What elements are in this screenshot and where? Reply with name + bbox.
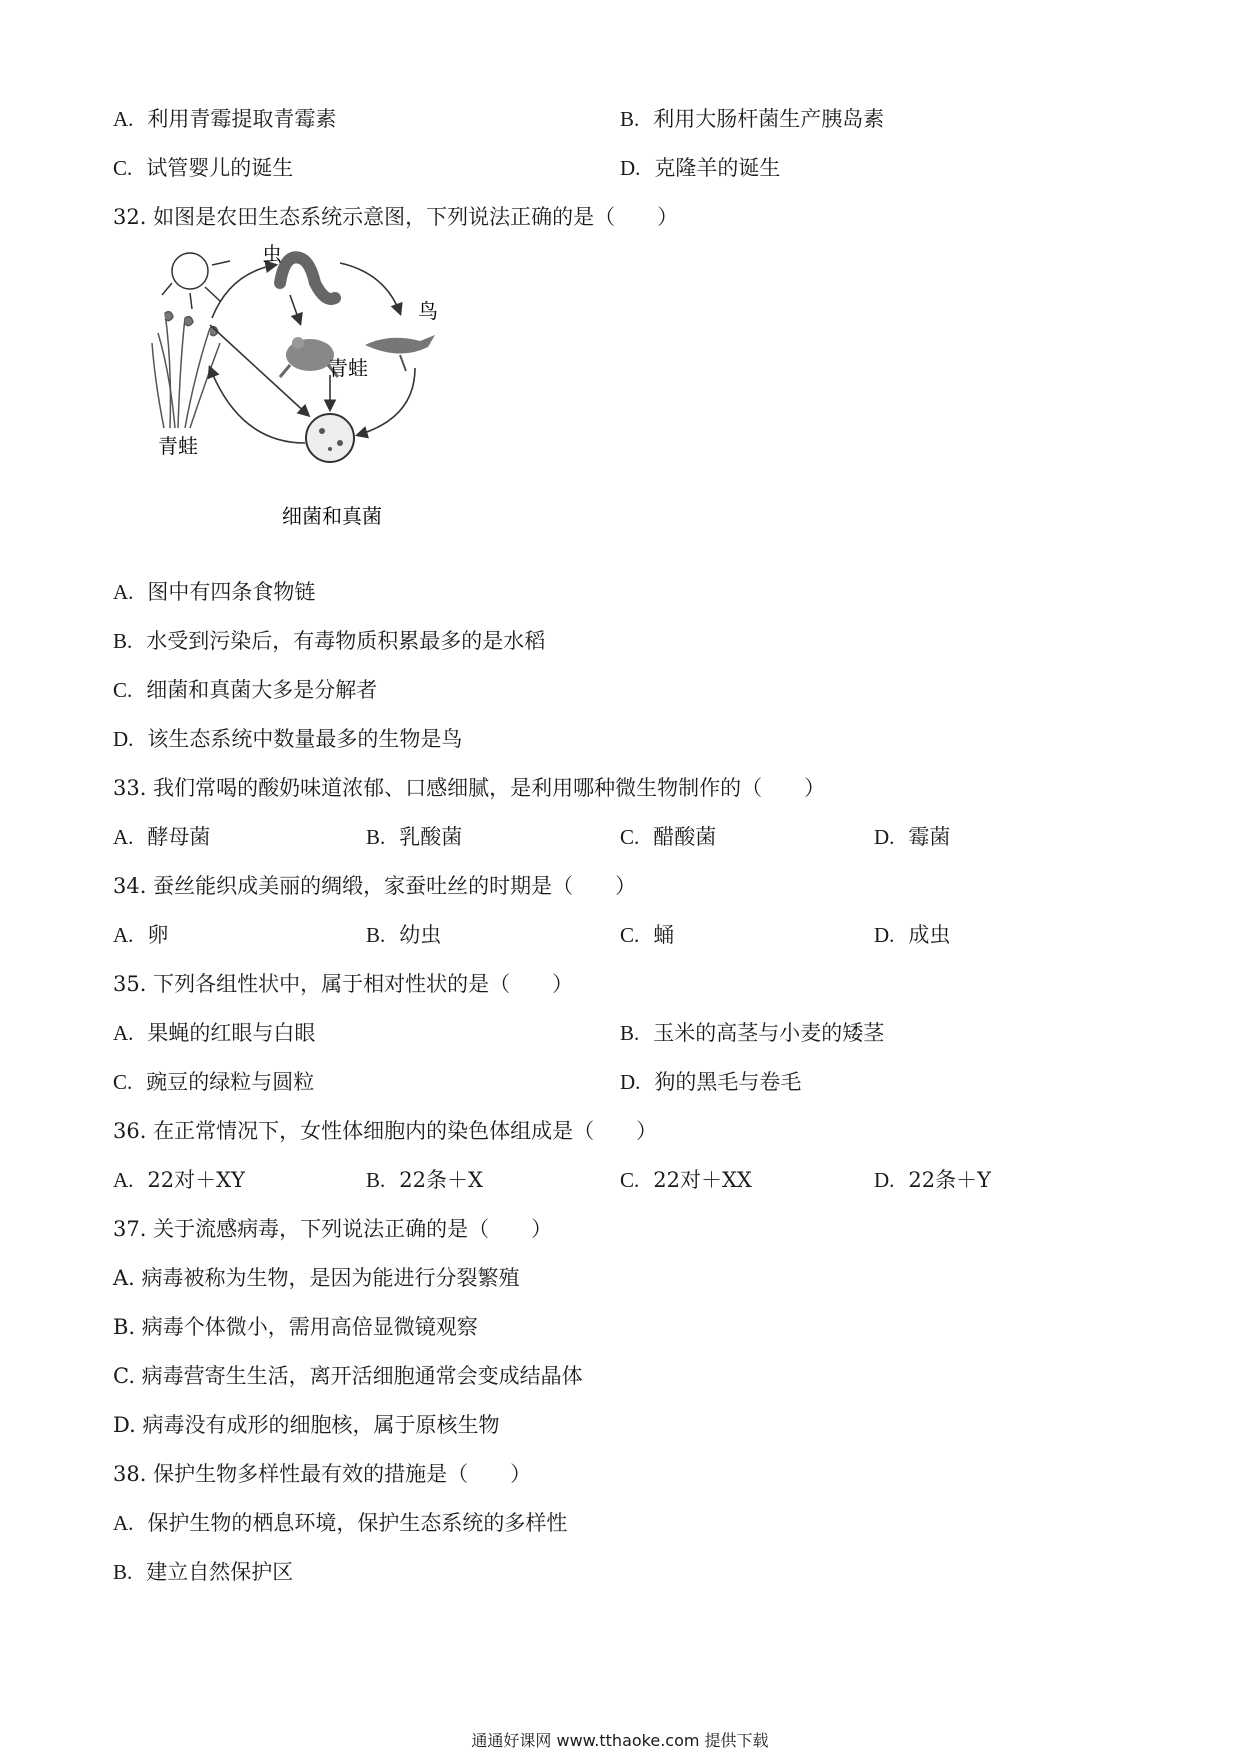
q31-option-a: A. 利用青霉提取青霉素 (113, 107, 337, 131)
q33-stem: 33. 我们常喝的酸奶味道浓郁、口感细腻，是利用哪种微生物制作的（ ） (113, 776, 826, 800)
q38-option-a: A. 保护生物的栖息环境，保护生态系统的多样性 (113, 1511, 568, 1535)
q35-option-b: B. 玉米的高茎与小麦的矮茎 (620, 1021, 885, 1045)
q34-stem: 34. 蚕丝能织成美丽的绸缎，家蚕吐丝的时期是（ ） (113, 874, 637, 898)
q32-stem: 32. 如图是农田生态系统示意图，下列说法正确的是（ ） (113, 205, 679, 229)
q36-option-d: D. 22条＋Y (874, 1168, 992, 1192)
q38-option-b: B. 建立自然保护区 (113, 1560, 294, 1584)
q35-option-d: D. 狗的黑毛与卷毛 (620, 1070, 802, 1094)
q36-stem: 36. 在正常情况下，女性体细胞内的染色体组成是（ ） (113, 1119, 658, 1143)
q32-option-d: D. 该生态系统中数量最多的生物是鸟 (113, 727, 463, 751)
label-frog: 青蛙 (328, 356, 368, 380)
q33-option-b: B. 乳酸菌 (366, 825, 463, 849)
q35-option-c: C. 豌豆的绿粒与圆粒 (113, 1070, 315, 1094)
q34-option-a: A. 卵 (113, 923, 169, 947)
label-bird: 鸟 (418, 299, 438, 323)
q37-option-a: A. 病毒被称为生物，是因为能进行分裂繁殖 (113, 1266, 520, 1290)
q36-option-c: C. 22对＋XX (620, 1168, 752, 1192)
q34-option-c: C. 蛹 (620, 923, 675, 947)
label-decomposer: 细菌和真菌 (282, 504, 382, 528)
q32-option-b: B. 水受到污染后，有毒物质积累最多的是水稻 (113, 629, 546, 653)
q37-option-c: C. 病毒营寄生生活，离开活细胞通常会变成结晶体 (113, 1364, 583, 1388)
q37-option-d: D. 病毒没有成形的细胞核，属于原核生物 (113, 1413, 500, 1437)
q38-stem: 38. 保护生物多样性最有效的措施是（ ） (113, 1462, 532, 1486)
ecosystem-diagram (150, 243, 500, 543)
q37-stem: 37. 关于流感病毒，下列说法正确的是（ ） (113, 1217, 553, 1241)
q34-option-b: B. 幼虫 (366, 923, 442, 947)
q32-option-a: A. 图中有四条食物链 (113, 580, 316, 604)
label-insect: 虫 (262, 243, 282, 266)
q32-option-c: C. 细菌和真菌大多是分解者 (113, 678, 378, 702)
rice-plant-icon (152, 312, 220, 428)
page-footer: 通通好课网 www.tthaoke.com 提供下载 (471, 1731, 769, 1750)
q35-stem: 35. 下列各组性状中，属于相对性状的是（ ） (113, 972, 574, 996)
q36-option-a: A. 22对＋XY (113, 1168, 245, 1192)
q31-option-d: D. 克隆羊的诞生 (620, 156, 781, 180)
q34-option-d: D. 成虫 (874, 923, 951, 947)
q31-option-c: C. 试管婴儿的诞生 (113, 156, 294, 180)
q37-option-b: B. 病毒个体微小，需用高倍显微镜观察 (113, 1315, 478, 1339)
q33-option-a: A. 酵母菌 (113, 825, 211, 849)
q31-option-b: B. 利用大肠杆菌生产胰岛素 (620, 107, 885, 131)
q36-option-b: B. 22条＋X (366, 1168, 483, 1192)
sun-icon (162, 253, 230, 309)
label-plant: 青蛙 (158, 434, 198, 458)
q35-option-a: A. 果蝇的红眼与白眼 (113, 1021, 316, 1045)
bird-icon (365, 335, 435, 371)
bacteria-fungi-icon (306, 414, 354, 462)
caterpillar-icon (280, 257, 335, 299)
q33-option-c: C. 醋酸菌 (620, 825, 717, 849)
q33-option-d: D. 霉菌 (874, 825, 951, 849)
